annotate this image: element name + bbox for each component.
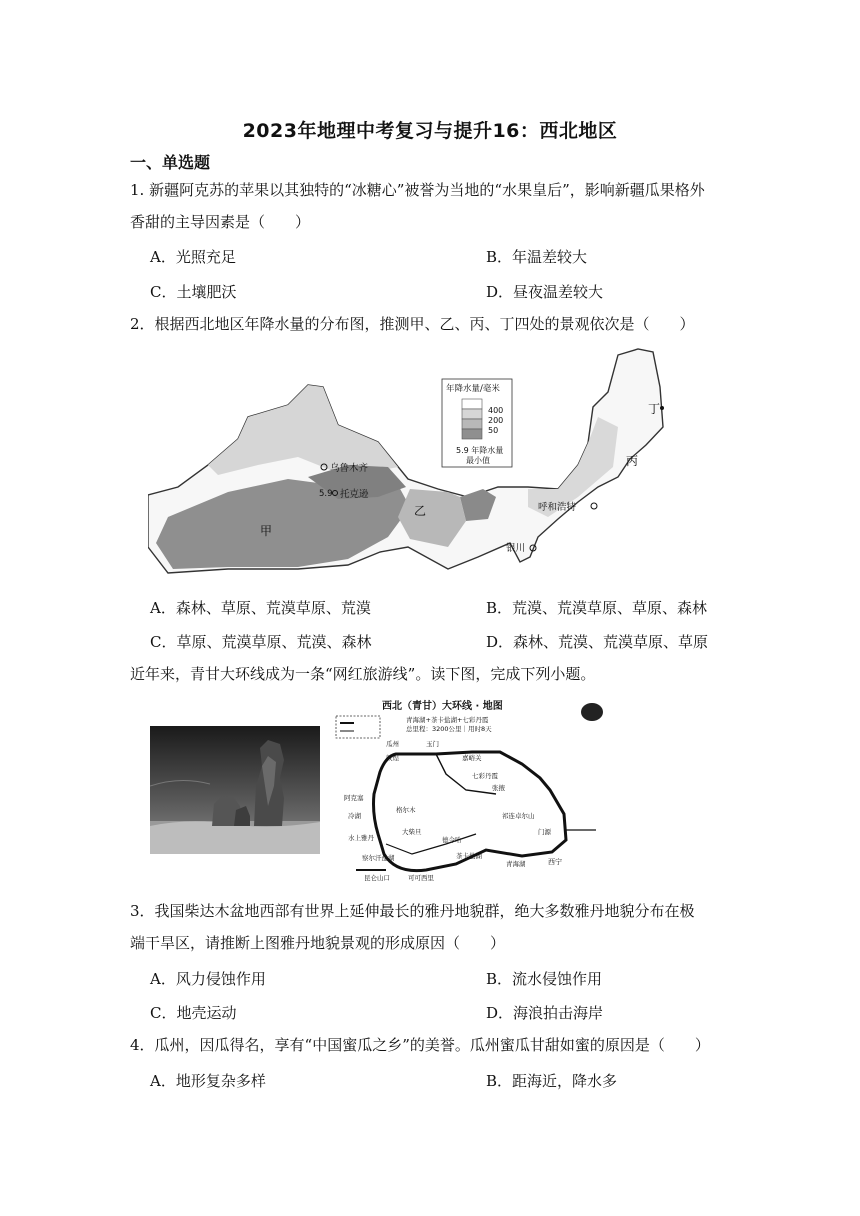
place-qinghaihu: 青海湖 xyxy=(506,860,526,868)
city-marker-hohhot xyxy=(591,503,597,509)
place-shangyadan: 水上雅丹 xyxy=(348,834,374,842)
place-kekexili: 可可西里 xyxy=(408,874,434,882)
city-label-hohhot: 呼和浩特 xyxy=(538,502,577,513)
q2-stem: 2．根据西北地区年降水量的分布图，推测甲、乙、丙、丁四处的景观依次是（ ） xyxy=(130,315,695,333)
q1-option-b: B．年温差较大 xyxy=(486,248,588,266)
legend-note-line1: 5.9 年降水量 xyxy=(456,446,504,455)
section-heading: 一、单选题 xyxy=(130,153,211,172)
q1-option-a: A．光照充足 xyxy=(150,248,236,266)
place-lenghu: 冷湖 xyxy=(348,812,361,820)
q2-option-a: A．森林、草原、荒漠草原、荒漠 xyxy=(150,599,371,617)
legend-note-line2: 最小值 xyxy=(466,456,490,465)
q1-stem-line2: 香甜的主导因素是（ ） xyxy=(130,213,311,231)
marker-yi: 乙 xyxy=(414,504,427,518)
q2-option-d: D．森林、荒漠、荒漠草原、草原 xyxy=(486,633,709,651)
q4-stem: 4．瓜州，因瓜得名，享有“中国蜜瓜之乡”的美誉。瓜州蜜瓜甘甜如蜜的原因是（ ） xyxy=(130,1036,710,1054)
yardang-photo xyxy=(150,726,320,854)
route-map-logo xyxy=(581,703,603,721)
legend-value-200: 200 xyxy=(488,416,504,425)
q4-option-a: A．地形复杂多样 xyxy=(150,1072,266,1090)
place-qilian: 祁连卓尔山 xyxy=(502,812,535,820)
marker-jia: 甲 xyxy=(260,524,273,538)
q3-option-a: A．风力侵蚀作用 xyxy=(150,970,266,988)
place-jiayuguan: 嘉峪关 xyxy=(462,754,482,762)
place-chaerhan: 察尔汗盐湖 xyxy=(362,854,395,862)
route-map xyxy=(326,694,626,884)
city-label-urumqi: 乌鲁木齐 xyxy=(330,463,369,474)
route-map-subtitle1: 青海湖+茶卡盐湖+七彩丹霞 xyxy=(406,716,489,724)
city-label-tuokexun: 托克逊 xyxy=(340,489,369,500)
route-map-title: 西北（青甘）大环线 · 地图 xyxy=(382,701,503,712)
q3-stem-line2: 端干旱区，请推断上图雅丹地貌景观的形成原因（ ） xyxy=(130,934,506,952)
page-title: 2023年地理中考复习与提升16：西北地区 xyxy=(242,120,618,142)
place-zhangye: 张掖 xyxy=(492,784,505,792)
marker-bing: 丙 xyxy=(626,454,639,468)
place-dunhuang: 敦煌 xyxy=(386,754,399,762)
q2-option-c: C．草原、荒漠草原、荒漠、森林 xyxy=(150,633,372,651)
q3-stem-line1: 3．我国柴达木盆地西部有世界上延伸最长的雅丹地貌群，绝大多数雅丹地貌分布在极 xyxy=(130,902,695,920)
place-chaka: 茶卡盐湖 xyxy=(456,852,482,860)
place-dachaidan: 大柴旦 xyxy=(402,828,422,836)
legend-value-400: 400 xyxy=(488,406,504,415)
q1-option-c: C．土壤肥沃 xyxy=(150,283,237,301)
tuokexun-value: 5.9 xyxy=(319,489,333,499)
legend-title: 年降水量/毫米 xyxy=(446,384,500,394)
marker-ding: 丁 xyxy=(648,402,661,416)
marker-ding-point xyxy=(660,406,664,410)
place-guazhou: 瓜州 xyxy=(386,740,399,748)
place-kunlun: 昆仑山口 xyxy=(364,874,390,882)
q4-option-b: B．距海近，降水多 xyxy=(486,1072,618,1090)
q2-option-b: B．荒漠、荒漠草原、草原、森林 xyxy=(486,599,708,617)
place-geermu: 格尔木 xyxy=(396,806,416,814)
q3-option-c: C．地壳运动 xyxy=(150,1004,237,1022)
place-menyuan: 门源 xyxy=(538,828,551,836)
passage-intro: 近年来，青甘大环线成为一条“网红旅游线”。读下图，完成下列小题。 xyxy=(130,665,596,683)
place-qicaidanxia: 七彩丹霞 xyxy=(472,772,498,780)
place-xining: 西宁 xyxy=(548,858,562,866)
q3-option-d: D．海浪拍击海岸 xyxy=(486,1004,604,1022)
q3-option-b: B．流水侵蚀作用 xyxy=(486,970,603,988)
q1-stem-line1: 1. 新疆阿克苏的苹果以其独特的“冰糖心”被誉为当地的“水果皇后”，影响新疆瓜果格外 xyxy=(130,181,705,199)
place-akesai: 阿克塞 xyxy=(344,794,364,802)
route-map-subtitle2: 总里程：3200公里｜用时8天 xyxy=(406,725,492,733)
place-yumen: 玉门 xyxy=(426,740,439,748)
legend-value-50: 50 xyxy=(488,426,499,435)
city-label-yinchuan: 银川 xyxy=(506,543,526,554)
precipitation-map xyxy=(148,347,668,575)
q1-option-d: D．昼夜温差较大 xyxy=(486,283,604,301)
place-delingha: 德令哈 xyxy=(442,836,462,844)
